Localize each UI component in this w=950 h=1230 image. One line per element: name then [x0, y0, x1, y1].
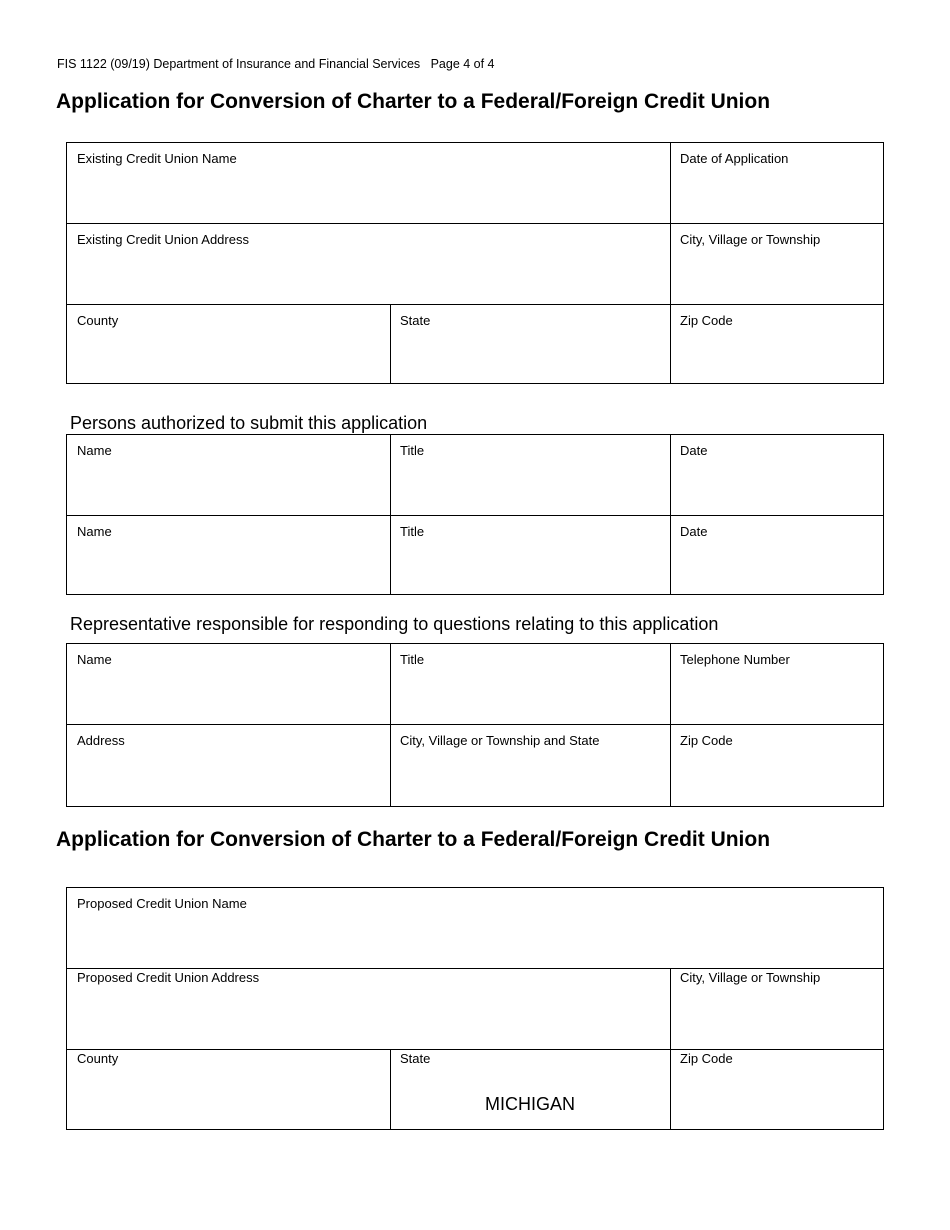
proposed-state-label: State — [400, 1051, 431, 1066]
existing-credit-union-form — [66, 142, 884, 384]
proposed-zip-label: Zip Code — [680, 1051, 733, 1066]
representative-zip-field[interactable] — [670, 725, 883, 805]
proposed-state-field[interactable] — [390, 1050, 670, 1129]
date-of-application-label: Date of Application — [680, 151, 789, 166]
existing-city-field[interactable] — [670, 224, 883, 304]
proposed-credit-union-form — [66, 887, 884, 1130]
proposed-address-label: Proposed Credit Union Address — [77, 970, 260, 985]
authorized-name-label: Name — [77, 443, 112, 458]
proposed-name-field[interactable] — [67, 888, 883, 968]
representative-telephone-label: Telephone Number — [680, 652, 790, 667]
representative-title-field[interactable] — [390, 644, 670, 724]
authorized-name-field-1[interactable] — [67, 435, 390, 515]
form-header: FIS 1122 (09/19) Department of Insurance and Financial Services Page 4 of 4 — [57, 57, 495, 71]
representative-city-state-label: City, Village or Township and State — [400, 733, 600, 748]
representative-name-label: Name — [77, 652, 112, 667]
proposed-state-value: MICHIGAN — [485, 1094, 575, 1114]
existing-state-label: State — [400, 313, 431, 328]
section1-title: Application for Conversion of Charter to a Federal/Foreign Credit Union — [56, 90, 771, 113]
existing-state-field[interactable] — [390, 305, 670, 383]
proposed-name-label: Proposed Credit Union Name — [77, 896, 247, 911]
existing-address-label: Existing Credit Union Address — [77, 232, 249, 247]
representative-title-label: Title — [400, 652, 425, 667]
existing-zip-field[interactable] — [670, 305, 883, 383]
existing-name-label: Existing Credit Union Name — [77, 151, 237, 166]
section2-title: Application for Conversion of Charter to a Federal/Foreign Credit Union — [56, 828, 771, 851]
existing-city-label: City, Village or Township — [680, 232, 821, 247]
existing-name-field[interactable] — [67, 143, 670, 223]
authorized-date-field-2[interactable] — [670, 516, 883, 594]
representative-address-label: Address — [77, 733, 125, 748]
proposed-city-label: City, Village or Township — [680, 970, 821, 985]
authorized-name-field-2[interactable] — [67, 516, 390, 594]
authorized-title-label: Title — [400, 524, 425, 539]
representative-form — [66, 643, 884, 807]
authorized-date-label: Date — [680, 443, 708, 458]
authorized-title-label: Title — [400, 443, 425, 458]
proposed-city-field[interactable] — [670, 969, 883, 1049]
representative-zip-label: Zip Code — [680, 733, 733, 748]
existing-county-label: County — [77, 313, 119, 328]
proposed-county-field[interactable] — [67, 1050, 390, 1129]
representative-name-field[interactable] — [67, 644, 390, 724]
proposed-county-label: County — [77, 1051, 119, 1066]
representative-telephone-field[interactable] — [670, 644, 883, 724]
representative-address-field[interactable] — [67, 725, 390, 805]
authorized-title-field-1[interactable] — [390, 435, 670, 515]
existing-county-field[interactable] — [67, 305, 390, 383]
authorized-heading: Persons authorized to submit this application — [70, 413, 428, 433]
authorized-title-field-2[interactable] — [390, 516, 670, 594]
representative-city-state-field[interactable] — [390, 725, 670, 805]
existing-zip-label: Zip Code — [680, 313, 733, 328]
authorized-persons-form — [66, 434, 884, 595]
representative-heading: Representative responsible for responding to questions relating to this application — [70, 614, 719, 634]
date-of-application-field[interactable] — [670, 143, 883, 223]
existing-address-field[interactable] — [67, 224, 670, 304]
proposed-zip-field[interactable] — [670, 1050, 883, 1129]
authorized-date-label: Date — [680, 524, 708, 539]
authorized-date-field-1[interactable] — [670, 435, 883, 515]
proposed-address-field[interactable] — [67, 969, 670, 1049]
authorized-name-label: Name — [77, 524, 112, 539]
